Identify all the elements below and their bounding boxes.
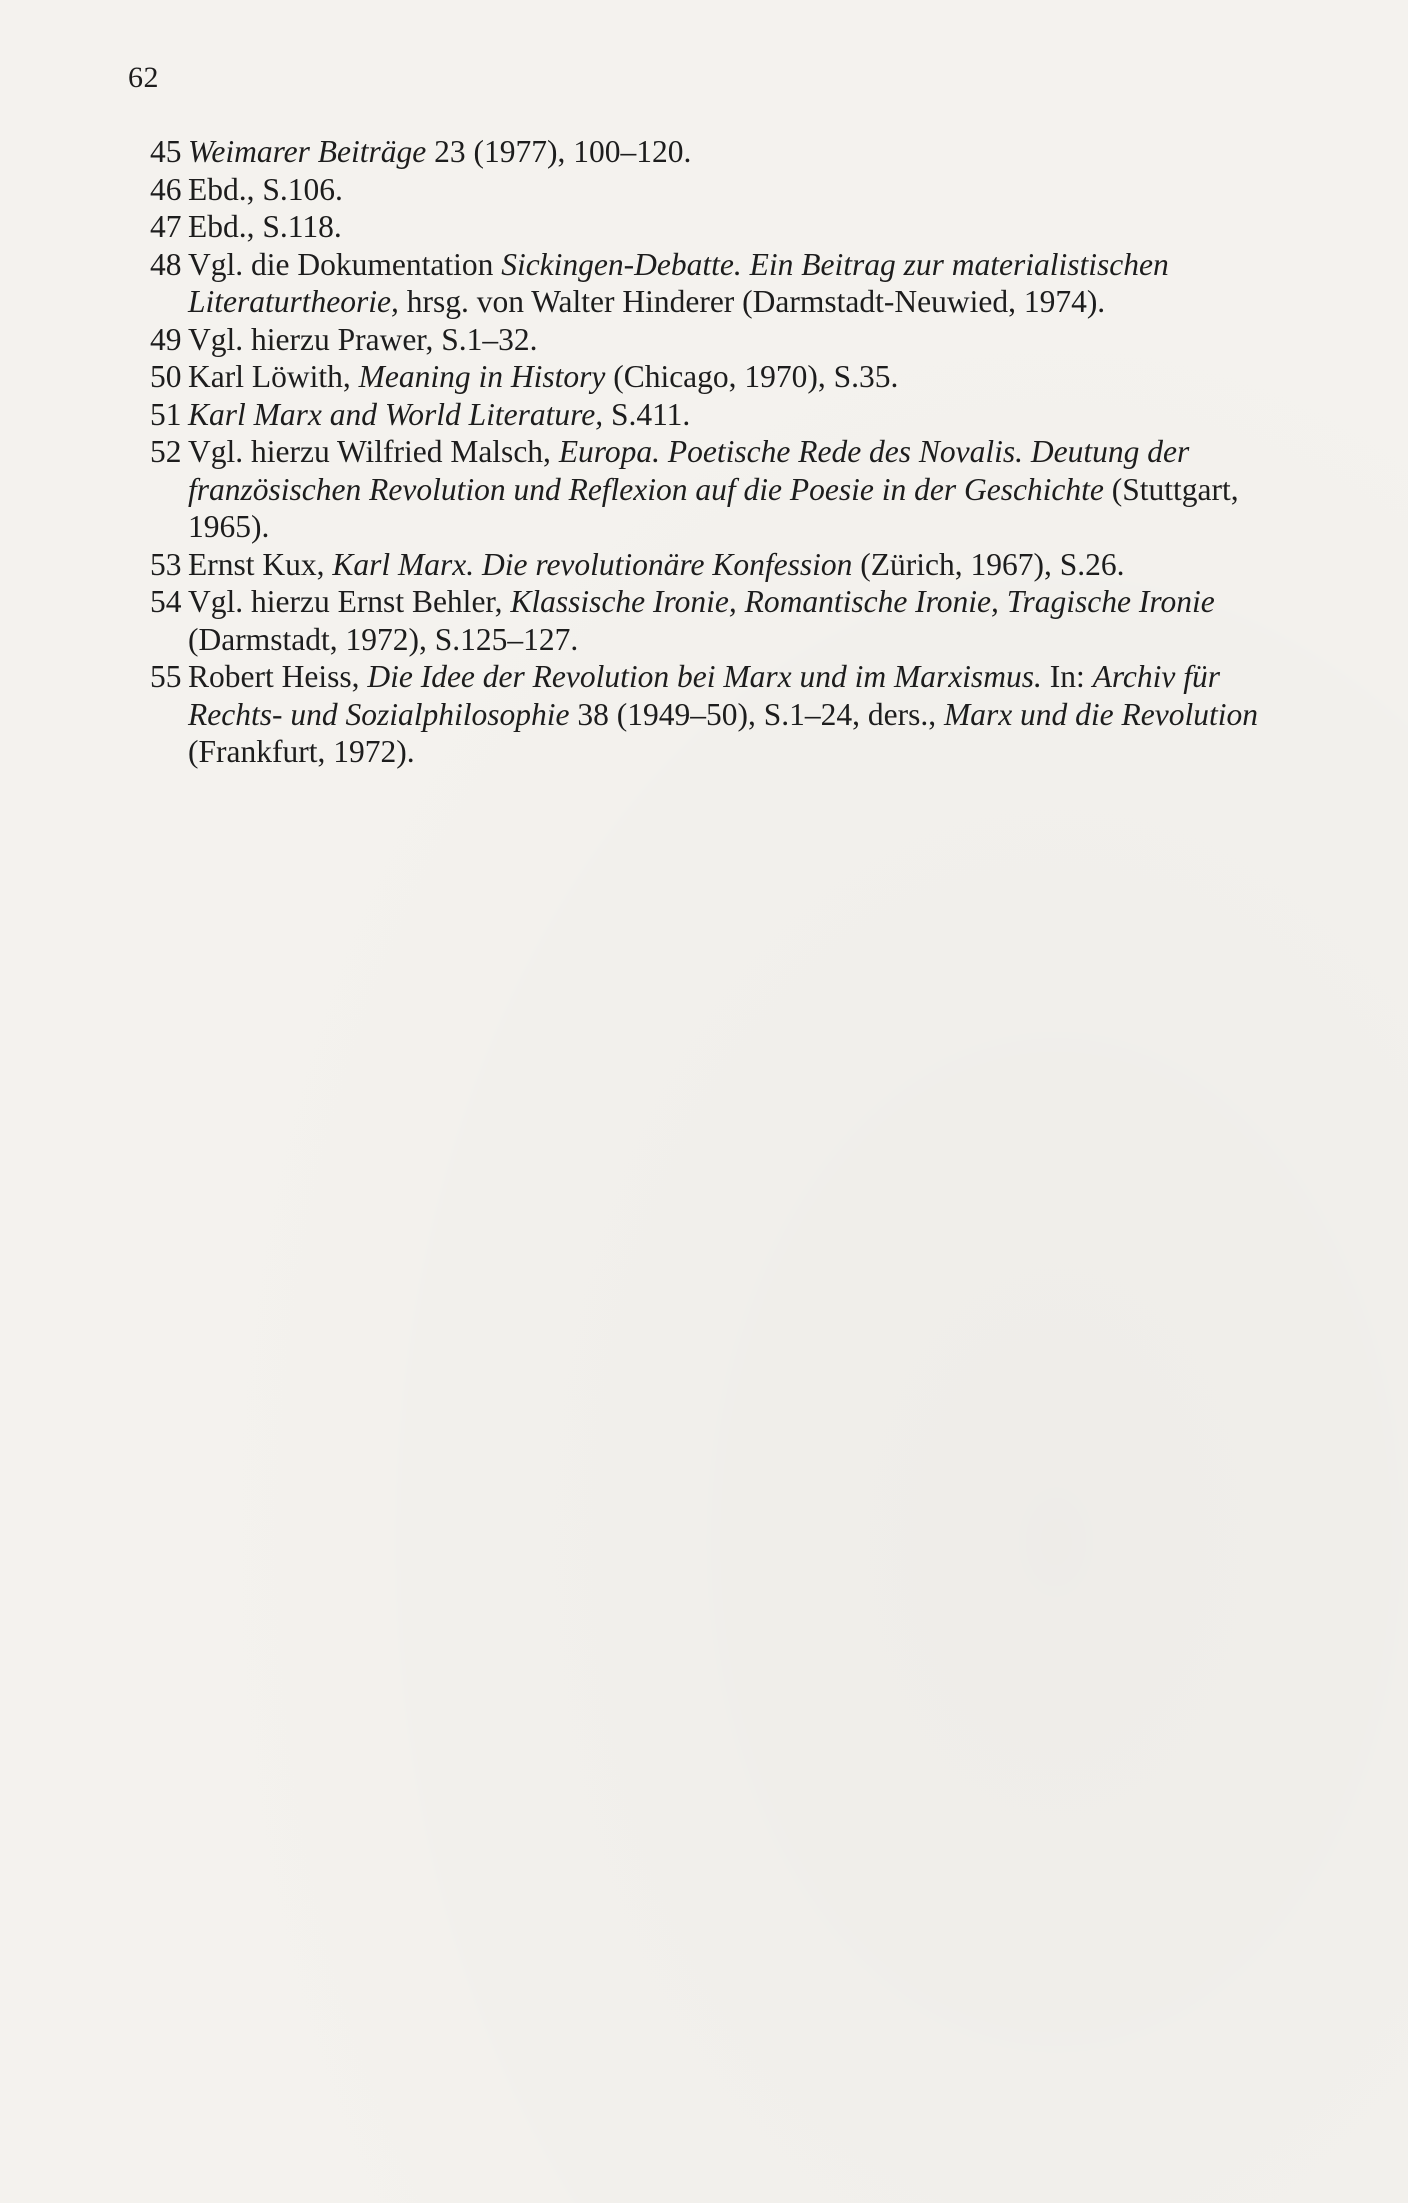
note-number: 51 [150, 396, 182, 432]
note-text: Vgl. hierzu Wilfried Malsch, Europa. Poetische Rede des Novalis. Deutung der französischen Revolution und Reflexion auf die Poesie in der Geschichte (Stuttgart, 1965). [188, 434, 1239, 544]
note-text: Karl Marx and World Literature, S.411. [188, 396, 691, 432]
note-number: 46 [150, 171, 182, 207]
note-number: 50 [150, 359, 182, 394]
note-text: Weimarer Beiträge 23 (1977), 100–120. [188, 134, 692, 169]
note-number: 49 [150, 321, 182, 357]
endnote-48 [150, 246, 1310, 321]
endnote-55 [150, 658, 1310, 771]
endnote-47 [150, 208, 1310, 246]
endnote-51 [150, 396, 1310, 434]
note-text: Robert Heiss, Die Idee der Revolution bei Marx und im Marxismus. In: Archiv für Rechts- und Sozialphilosophie 38 (1949–50), S.1–24, ders., Marx und die Revolution (Frankfurt, 1972). [188, 659, 1258, 769]
note-text: Vgl. hierzu Ernst Behler, Klassische Ironie, Romantische Ironie, Tragische Ironie (Darmstadt, 1972), S.125–127. [188, 584, 1215, 657]
page-number: 62 [128, 61, 159, 94]
note-number: 55 [150, 659, 182, 694]
endnote-53 [150, 546, 1310, 584]
endnote-52 [150, 433, 1310, 546]
note-number: 54 [150, 584, 182, 619]
note-number: 53 [150, 546, 182, 582]
endnotes-list [150, 133, 1310, 771]
note-number: 48 [150, 246, 182, 282]
endnote-50 [150, 358, 1310, 396]
endnote-46 [150, 171, 1310, 209]
note-text: Ebd., S.118. [188, 209, 342, 244]
note-text: Vgl. hierzu Prawer, S.1–32. [188, 321, 538, 357]
note-text: Ebd., S.106. [188, 171, 343, 207]
endnote-54 [150, 583, 1310, 658]
note-number: 45 [150, 134, 182, 169]
note-number: 52 [150, 434, 182, 469]
note-number: 47 [150, 209, 182, 244]
endnote-49 [150, 321, 1310, 359]
note-text: Ernst Kux, Karl Marx. Die revolutionäre Konfession (Zürich, 1967), S.26. [188, 546, 1125, 582]
note-text: Karl Löwith, Meaning in History (Chicago, 1970), S.35. [188, 359, 899, 394]
note-text: Vgl. die Dokumentation Sickingen-Debatte. Ein Beitrag zur materialistischen Literaturtheorie, hrsg. von Walter Hinderer (Darmstadt-Neuwied, 1974). [188, 246, 1169, 319]
endnote-45 [150, 133, 1310, 171]
